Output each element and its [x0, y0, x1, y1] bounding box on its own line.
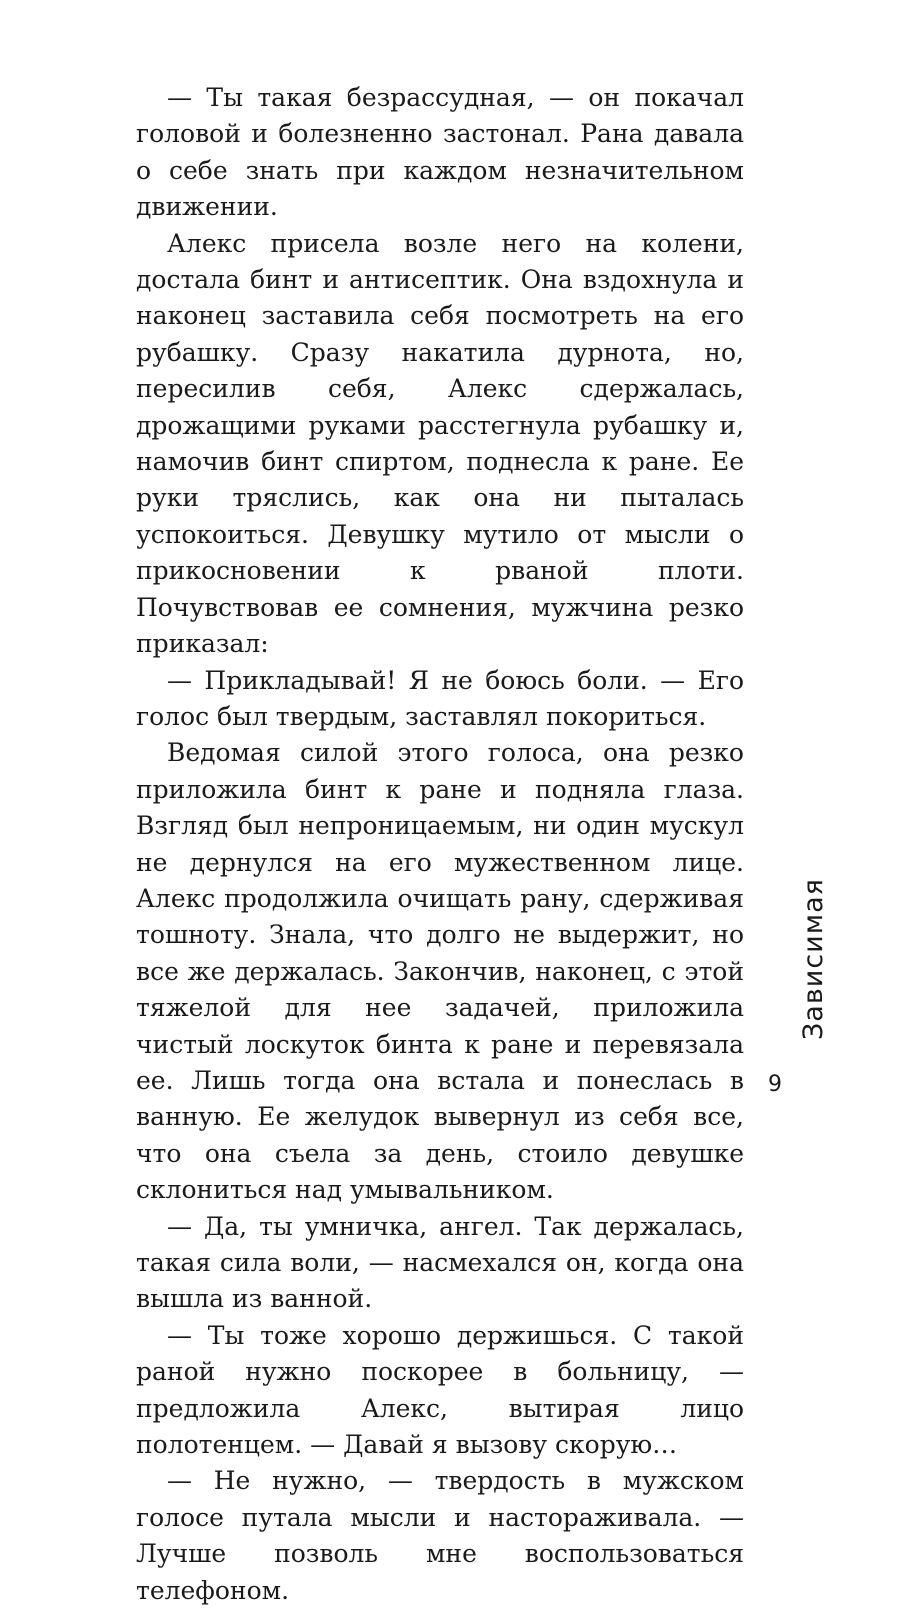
paragraph-3: — Прикладывай! Я не боюсь боли. — Его голос был твердым, заставлял покориться. [136, 665, 744, 731]
page-number: 9 [768, 1072, 782, 1097]
paragraph-2: Алекс присела возле него на колени, достала бинт и антисептик. Она вздохнула и наконец заставила себя посмотреть на его рубашку. Сразу накатила дурнота, но, пересилив себя, Алекс сдержалась, дрожащими руками расстегнула рубашку и, намочив бинт спиртом, поднесла к ране. Ее руки тряслись, как она ни пыталась успокоиться. Девушку мутило от мысли о прикосновении к рваной плоти. Почувствовав ее сомнения, мужчина резко приказал: [136, 228, 744, 659]
running-title: Зависимая [798, 878, 829, 1040]
paragraph-5: — Да, ты умничка, ангел. Так держалась, такая сила воли, — насмехался он, когда она вышла из ванной. [136, 1211, 744, 1314]
paragraph-4: Ведомая силой этого голоса, она резко приложила бинт к ране и подняла глаза. Взгляд был непроницаемым, ни один мускул не дернулся на его мужественном лице. Алекс продолжила очищать рану, сдерживая тошноту. Знала, что долго не выдержит, но все же держалась. Закончив, наконец, с этой тяжелой для нее задачей, приложила чистый лоскуток бинта к ране и перевязала ее. Лишь тогда она встала и понеслась в ванную. Ее желудок вывернул из себя все, что она съела за день, стоило девушке склониться над умывальником. [136, 738, 744, 1205]
paragraph-1: — Ты такая безрассудная, — он покачал головой и болезненно застонал. Рана давала о себе знать при каждом незначительном движении. [136, 83, 744, 222]
paragraph-7: — Не нужно, — твердость в мужском голосе путала мысли и настораживала. — Лучше позволь мне воспользоваться телефоном. [136, 1466, 744, 1605]
paragraph-6: — Ты тоже хорошо держишься. С такой раной нужно поскорее в больницу, — предложила Алекс, вытирая лицо полотенцем. — Давай я вызову скорую… [136, 1320, 744, 1460]
page-body [136, 80, 744, 1609]
